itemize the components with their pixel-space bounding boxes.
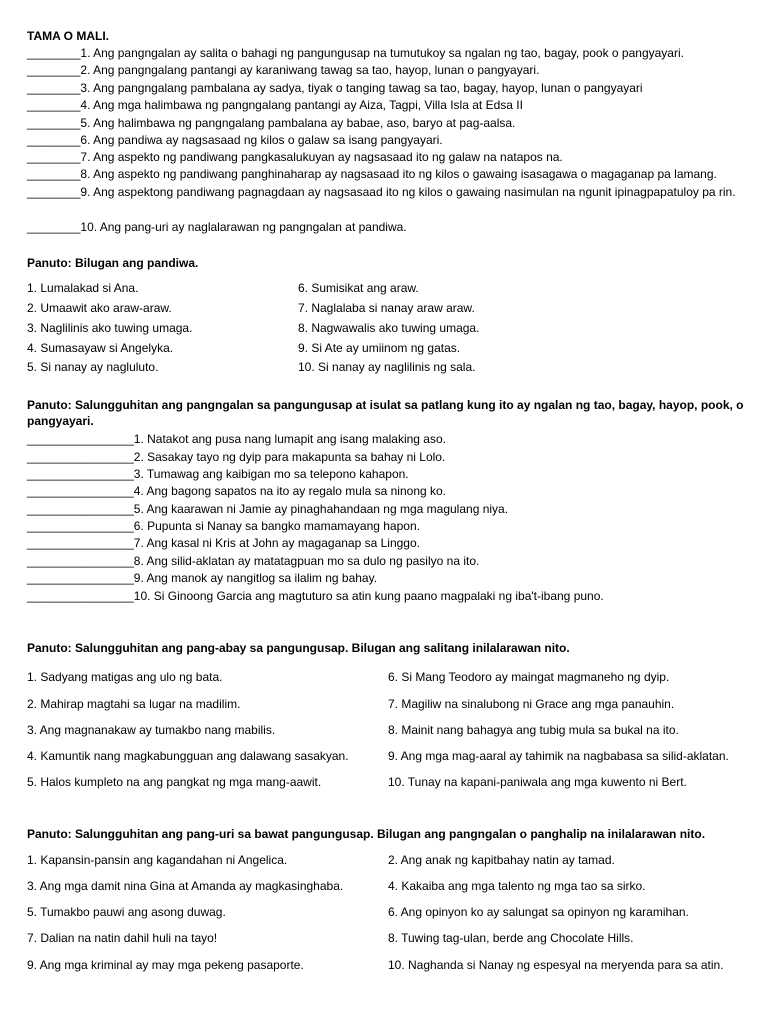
pangngalan-item-2: ________________2. Sasakay tayo ng dyip para makapunta sa bahay ni Lolo. — [27, 450, 446, 464]
pangngalan-item-1: ________________1. Natakot ang pusa nang lumapit ang isang malaking aso. — [27, 432, 446, 446]
pangngalan-item-8: ________________8. Ang silid-aklatan ay matatagpuan mo sa dulo ng pasilyo na ito. — [27, 554, 480, 568]
pandiwa-item-2: 2. Umaawit ako araw-araw. — [27, 301, 172, 315]
tama-o-mali-item-2: ________2. Ang pangngalang pantangi ay karaniwang tawag sa tao, hayop, lunan o pangyayari. — [27, 63, 540, 77]
pangngalan-item-3: ________________3. Tumawag ang kaibigan mo sa telepono kahapon. — [27, 467, 409, 481]
pangngalan-item-7: ________________7. Ang kasal ni Kris at John ay magaganap sa Linggo. — [27, 536, 420, 550]
pang-abay-item-1: 1. Sadyang matigas ang ulo ng bata. — [27, 670, 223, 684]
pandiwa-item-10: 10. Si nanay ay naglilinis ng sala. — [298, 360, 476, 374]
tama-o-mali-item-9: ________9. Ang aspektong pandiwang pagnagdaan ay nagsasaad ito ng kilos o gawaing nasimulan na ngunit ipinagpapatuloy pa rin. — [27, 185, 736, 199]
instruction-pang-abay: Panuto: Salungguhitan ang pang-abay sa pangungusap. Bilugan ang salitang inilalarawan nito. — [27, 641, 570, 655]
instruction-pang-uri: Panuto: Salungguhitan ang pang-uri sa bawat pangungusap. Bilugan ang pangngalan o panghalip na inilalarawan nito. — [27, 827, 706, 841]
tama-o-mali-item-4: ________4. Ang mga halimbawa ng pangngalang pantangi ay Aiza, Tagpi, Villa Isla at Edsa II — [27, 98, 523, 112]
pang-uri-item-7: 7. Dalian na natin dahil huli na tayo! — [27, 931, 218, 945]
pangngalan-item-10: ________________10. Si Ginoong Garcia ang magtuturo sa atin kung paano magpalaki ng iba't-ibang puno. — [27, 589, 604, 603]
instruction-pangngalan: Panuto: Salungguhitan ang pangngalan sa pangungusap at isulat sa patlang kung ito ay ngalan ng tao, bagay, hayop, pook, o pangyayari. — [27, 398, 744, 428]
pang-abay-item-9: 9. Ang mga mag-aaral ay tahimik na nagbabasa sa silid-aklatan. — [388, 749, 729, 763]
pandiwa-item-9: 9. Si Ate ay umiinom ng gatas. — [298, 341, 461, 355]
pandiwa-item-7: 7. Naglalaba si nanay araw araw. — [298, 301, 475, 315]
tama-o-mali-item-5: ________5. Ang halimbawa ng pangngalang pambalana ay babae, aso, baryo at pag-aalsa. — [27, 116, 516, 130]
pangngalan-item-6: ________________6. Pupunta si Nanay sa bangko mamamayang hapon. — [27, 519, 420, 533]
pang-uri-item-10: 10. Naghanda si Nanay ng espesyal na meryenda para sa atin. — [388, 958, 724, 972]
pang-uri-item-3: 3. Ang mga damit nina Gina at Amanda ay magkasinghaba. — [27, 879, 344, 893]
pang-uri-item-8: 8. Tuwing tag-ulan, berde ang Chocolate Hills. — [388, 931, 634, 945]
pang-abay-item-7: 7. Magiliw na sinalubong ni Grace ang mga panauhin. — [388, 697, 675, 711]
pangngalan-item-5: ________________5. Ang kaarawan ni Jamie ay pinaghahandaan ng mga magulang niya. — [27, 502, 509, 516]
section-title-tama-o-mali: TAMA O MALI. — [27, 29, 109, 43]
pang-uri-item-6: 6. Ang opinyon ko ay salungat sa opinyon ng karamihan. — [388, 905, 689, 919]
tama-o-mali-item-7: ________7. Ang aspekto ng pandiwang pangkasalukuyan ay nagsasaad ito ng galaw na natapos na. — [27, 150, 563, 164]
pang-abay-item-5: 5. Halos kumpleto na ang pangkat ng mga mang-aawit. — [27, 775, 322, 789]
pang-abay-item-8: 8. Mainit nang bahagya ang tubig mula sa bukal na ito. — [388, 723, 679, 737]
pang-abay-item-6: 6. Si Mang Teodoro ay maingat magmaneho ng dyip. — [388, 670, 670, 684]
pandiwa-item-5: 5. Si nanay ay nagluluto. — [27, 360, 159, 374]
pandiwa-item-1: 1. Lumalakad si Ana. — [27, 281, 139, 295]
pang-uri-item-1: 1. Kapansin-pansin ang kagandahan ni Angelica. — [27, 853, 288, 867]
pang-uri-item-4: 4. Kakaiba ang mga talento ng mga tao sa sirko. — [388, 879, 646, 893]
pang-uri-item-9: 9. Ang mga kriminal ay may mga pekeng pasaporte. — [27, 958, 304, 972]
tama-o-mali-item-6: ________6. Ang pandiwa ay nagsasaad ng kilos o galaw sa isang pangyayari. — [27, 133, 443, 147]
tama-o-mali-item-3: ________3. Ang pangngalang pambalana ay sadya, tiyak o tanging tawag sa tao, bagay, hayop, lunan o pangyayari — [27, 81, 643, 95]
tama-o-mali-item-10: ________10. Ang pang-uri ay naglalarawan ng pangngalan at pandiwa. — [27, 220, 407, 234]
instruction-pandiwa: Panuto: Bilugan ang pandiwa. — [27, 256, 199, 270]
pandiwa-item-4: 4. Sumasayaw si Angelyka. — [27, 341, 174, 355]
tama-o-mali-item-8: ________8. Ang aspekto ng pandiwang panghinaharap ay nagsasaad ito ng kilos o gawaing isasagawa o magaganap pa lamang. — [27, 167, 717, 181]
pang-uri-item-2: 2. Ang anak ng kapitbahay natin ay tamad. — [388, 853, 615, 867]
pangngalan-item-4: ________________4. Ang bagong sapatos na ito ay regalo mula sa ninong ko. — [27, 484, 447, 498]
pandiwa-item-3: 3. Naglilinis ako tuwing umaga. — [27, 321, 193, 335]
pandiwa-item-8: 8. Nagwawalis ako tuwing umaga. — [298, 321, 480, 335]
pang-uri-item-5: 5. Tumakbo pauwi ang asong duwag. — [27, 905, 226, 919]
pang-abay-item-3: 3. Ang magnanakaw ay tumakbo nang mabilis. — [27, 723, 276, 737]
pang-abay-item-10: 10. Tunay na kapani-paniwala ang mga kuwento ni Bert. — [388, 775, 687, 789]
pang-abay-item-4: 4. Kamuntik nang magkabungguan ang dalawang sasakyan. — [27, 749, 349, 763]
pandiwa-item-6: 6. Sumisikat ang araw. — [298, 281, 419, 295]
pangngalan-item-9: ________________9. Ang manok ay nangitlog sa ilalim ng bahay. — [27, 571, 378, 585]
tama-o-mali-item-1: ________1. Ang pangngalan ay salita o bahagi ng pangungusap na tumutukoy sa ngalan ng tao, bagay, pook o pangyayari. — [27, 46, 684, 60]
pang-abay-item-2: 2. Mahirap magtahi sa lugar na madilim. — [27, 697, 241, 711]
